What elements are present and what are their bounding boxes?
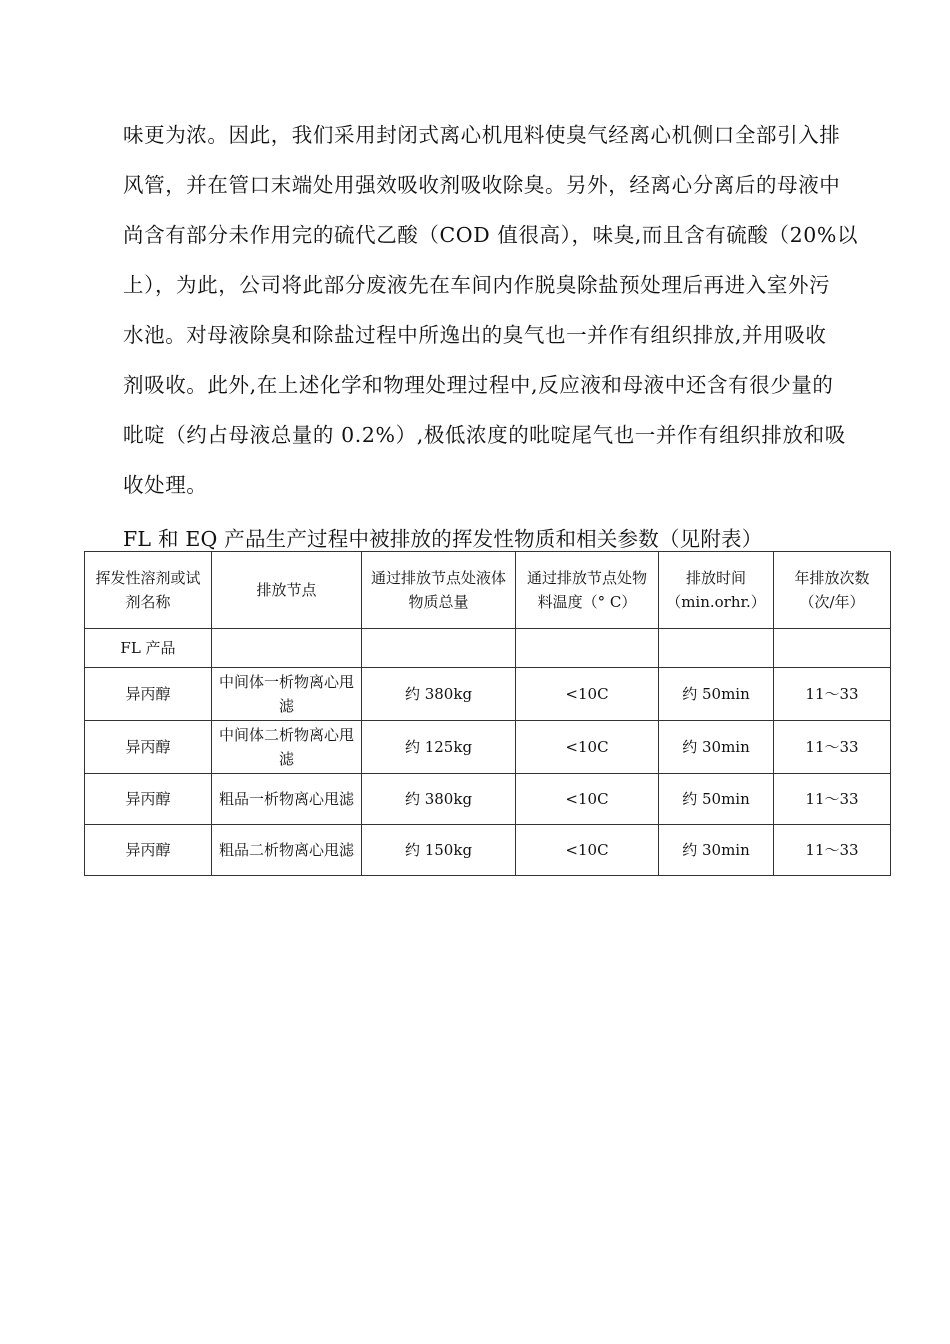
cell-annual-count: 11～33	[774, 774, 891, 825]
table-row	[85, 668, 891, 721]
cell-time: 约 30min	[659, 825, 774, 876]
emission-table	[84, 551, 891, 876]
cell-solvent: 异丙醇	[85, 774, 212, 825]
table-row	[85, 825, 891, 876]
table-row	[85, 774, 891, 825]
header-solvent-name: 挥发性溶剂或试剂名称	[85, 552, 212, 629]
cell-amount: 约 125kg	[362, 721, 516, 774]
cell-solvent: 异丙醇	[85, 721, 212, 774]
cell-temperature: <10C	[516, 774, 659, 825]
empty-cell	[362, 629, 516, 668]
cell-time: 约 30min	[659, 721, 774, 774]
table-header-row	[85, 552, 891, 629]
cell-amount: 约 380kg	[362, 774, 516, 825]
cell-time: 约 50min	[659, 774, 774, 825]
paragraph-line: 收处理。	[123, 473, 208, 497]
paragraph-line: 吡啶（约占母液总量的 0.2%）,极低浓度的吡啶尾气也一并作有组织排放和吸	[123, 423, 846, 447]
header-liquid-total: 通过排放节点处液体物质总量	[362, 552, 516, 629]
body-paragraph	[123, 110, 893, 510]
cell-node: 中间体一析物离心甩滤	[212, 668, 362, 721]
cell-annual-count: 11～33	[774, 825, 891, 876]
cell-annual-count: 11～33	[774, 721, 891, 774]
empty-cell	[212, 629, 362, 668]
cell-node: 粗品一析物离心甩滤	[212, 774, 362, 825]
cell-node: 粗品二析物离心甩滤	[212, 825, 362, 876]
header-annual-count: 年排放次数（次/年）	[774, 552, 891, 629]
section-label: FL 产品	[85, 629, 212, 668]
cell-temperature: <10C	[516, 668, 659, 721]
cell-time: 约 50min	[659, 668, 774, 721]
cell-solvent: 异丙醇	[85, 668, 212, 721]
paragraph-line: 风管，并在管口末端处用强效吸收剂吸收除臭。另外，经离心分离后的母液中	[123, 173, 841, 197]
section-row	[85, 629, 891, 668]
header-material-temperature: 通过排放节点处物料温度（° C）	[516, 552, 659, 629]
paragraph-line: 味更为浓。因此，我们采用封闭式离心机甩料使臭气经离心机侧口全部引入排	[123, 123, 841, 147]
paragraph-line: 上），为此，公司将此部分废液先在车间内作脱臭除盐预处理后再进入室外污	[123, 273, 831, 297]
cell-node: 中间体二析物离心甩滤	[212, 721, 362, 774]
empty-cell	[659, 629, 774, 668]
cell-solvent: 异丙醇	[85, 825, 212, 876]
table-row	[85, 721, 891, 774]
header-discharge-node: 排放节点	[212, 552, 362, 629]
cell-temperature: <10C	[516, 825, 659, 876]
header-discharge-time: 排放时间（min.orhr.）	[659, 552, 774, 629]
empty-cell	[774, 629, 891, 668]
cell-annual-count: 11～33	[774, 668, 891, 721]
cell-amount: 约 380kg	[362, 668, 516, 721]
table-caption: FL 和 EQ 产品生产过程中被排放的挥发性物质和相关参数（见附表）	[123, 527, 763, 551]
paragraph-line: 水池。对母液除臭和除盐过程中所逸出的臭气也一并作有组织排放,并用吸收	[123, 323, 827, 347]
cell-temperature: <10C	[516, 721, 659, 774]
empty-cell	[516, 629, 659, 668]
cell-amount: 约 150kg	[362, 825, 516, 876]
paragraph-line: 尚含有部分未作用完的硫代乙酸（COD 值很高），味臭,而且含有硫酸（20%以	[123, 223, 859, 247]
paragraph-line: 剂吸收。此外,在上述化学和物理处理过程中,反应液和母液中还含有很少量的	[123, 373, 834, 397]
